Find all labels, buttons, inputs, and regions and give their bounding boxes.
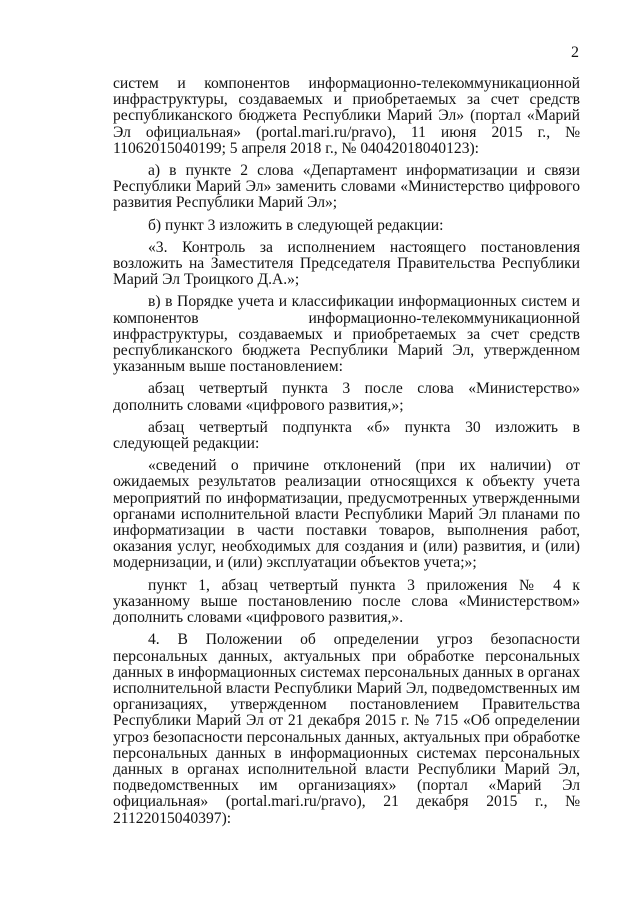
paragraph-item-c: в) в Порядке учета и классификации информационных систем и компонентов информационно-телекоммуникационной инфраструктуры, создаваемых и приобретаемых за счет средств республиканского бюджета Республики Марий Эл, утвержденном указанным выше постановлением: [113, 293, 580, 376]
paragraph-item-c-sub1: абзац четвертый пункта 3 после слова «Министерство» дополнить словами «цифрового развития,»; [113, 380, 580, 414]
page-number: 2 [571, 44, 579, 61]
paragraph-item-c-sub2-text: «сведений о причине отклонений (при их наличии) от ожидаемых результатов реализации относящихся к объекту учета мероприятий по информатизации, предусмотренных утвержденными органами исполнительной власти Республики Марий Эл планами по информатизации в части поставки товаров, выполнения работ, оказания услуг, необходимых для создания и (или) развития, и (или) модернизации, и (или) эксплуатации объектов учета;»; [113, 457, 580, 572]
paragraph-section-4: 4. В Положении об определении угроз безопасности персональных данных, актуальных при обработке персональных данных в информационных системах персональных данных в органах исполнительной власти Республики Марий Эл, подведомственных им организациях, утвержденном постановлением Правительства Республики Марий Эл от 21 декабря 2015 г. № 715 «Об определении угроз безопасности персональных данных, актуальных при обработке персональных данных в информационных системах персональных данных в органах исполнительной власти Республики Марий Эл, подведомственных им организациях» (портал «Марий Эл официальная» (portal.mari.ru/pravo), 21 декабря 2015 г., № 21122015040397): [113, 631, 581, 827]
document-body [113, 76, 580, 827]
paragraph-item-b-text: «3. Контроль за исполнением настоящего постановления возложить на Заместителя Председателя Правительства Республики Марий Эл Троицкого Д.А.»; [113, 238, 580, 289]
paragraph-item-c-sub2: абзац четвертый подпункта «б» пункта 30 изложить в следующей редакции: [113, 418, 580, 453]
paragraph-item-c-sub3: пункт 1, абзац четвертый пункта 3 приложения № 4 к указанному выше постановлению после слова «Министерством» дополнить словами «цифрового развития,». [113, 576, 580, 627]
paragraph-intro-continuation: систем и компонентов информационно-телекоммуникационной инфраструктуры, создаваемых и приобретаемых за счет средств республиканского бюджета Республики Марий Эл» (портал «Марий Эл официальная» (portal.mari.ru/pravo), 11 июня 2015 г., № 11062015040199; 5 апреля 2018 г., № 04042018040123): [113, 75, 580, 157]
paragraph-item-a: а) в пункте 2 слова «Департамент информатизации и связи Республики Марий Эл» заменить словами «Министерство цифрового развития Республики Марий Эл»; [113, 162, 580, 212]
paragraph-item-b: б) пункт 3 изложить в следующей редакции: [148, 216, 444, 234]
